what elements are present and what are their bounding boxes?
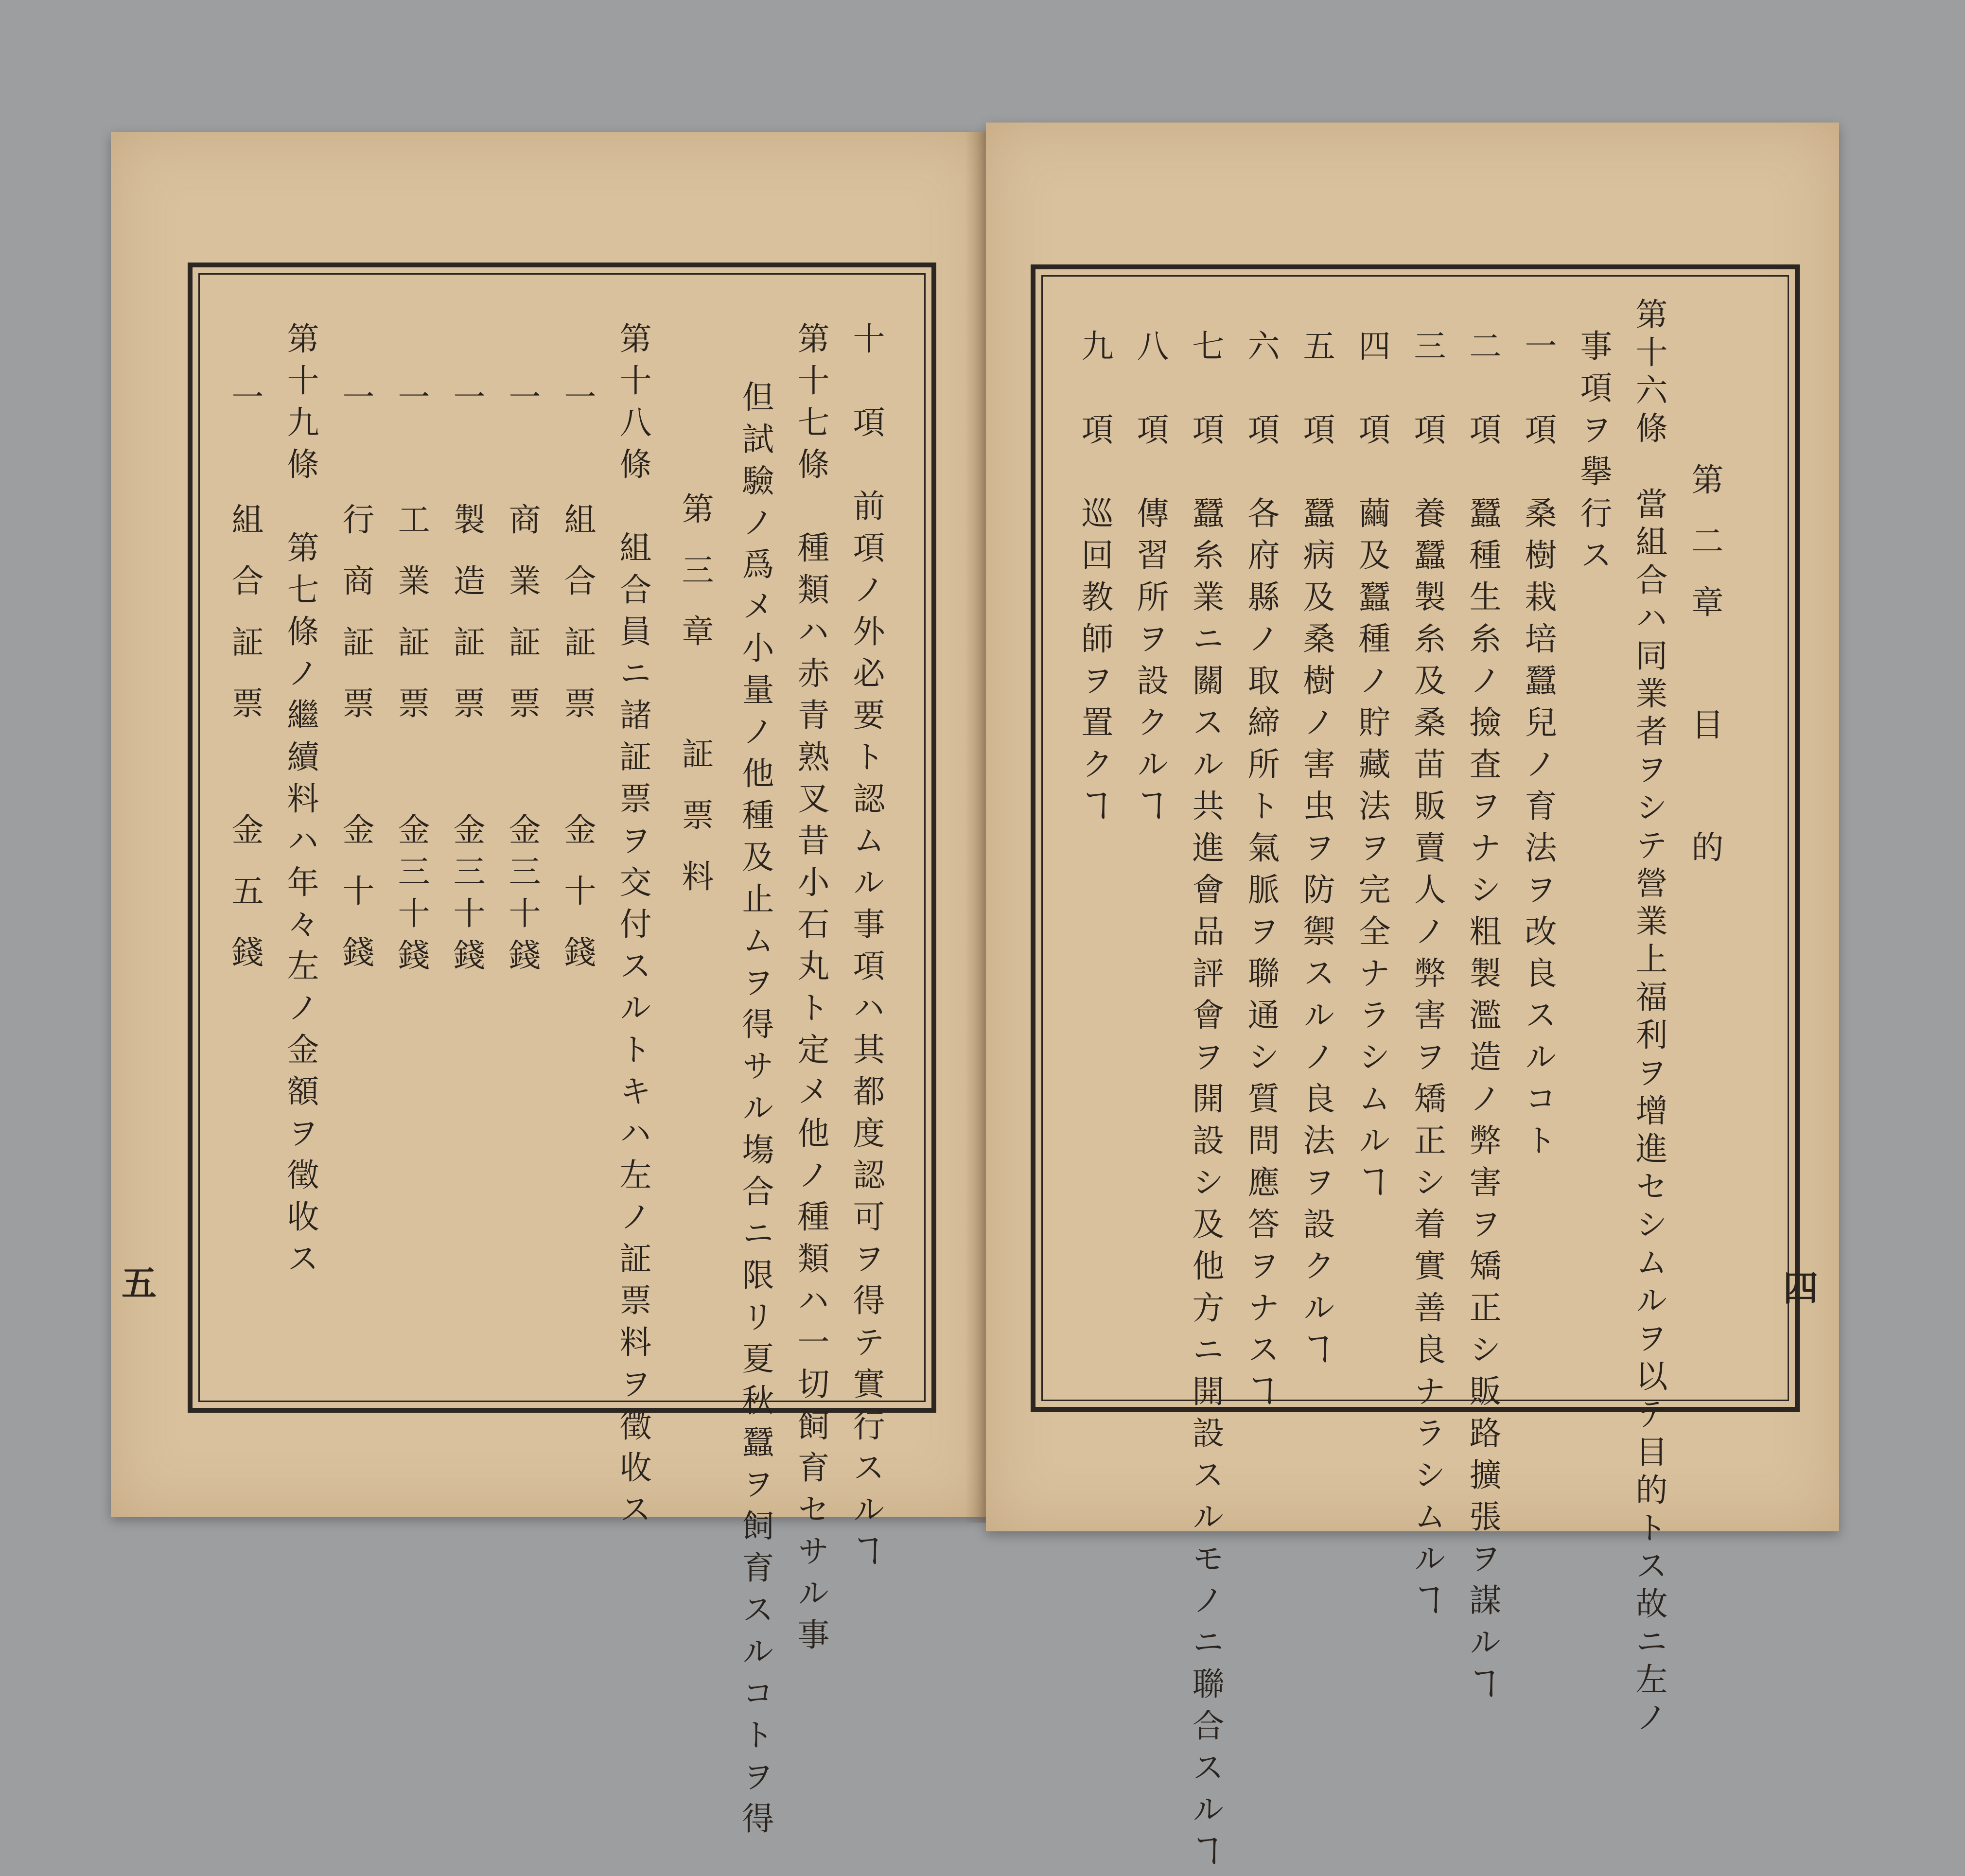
fee-amount-industry: 金三十錢 [392,813,430,980]
fee-amount-peddler: 金十錢 [337,813,374,997]
fee-name-commerce: 一 商業証票 [503,380,541,748]
fee-amount-union: 金十錢 [559,813,596,997]
fee-name-union: 一 組合証票 [559,380,596,748]
item-3-text: 三 項 養蠶製糸及桑苗販賣人ノ弊害ヲ矯正シ着實善良ナラシムルヿ [1408,329,1446,1625]
item-6-text: 六 項 各府縣ノ取締所ト氣脈ヲ聯通シ質問應答ヲナスヿ [1242,329,1280,1416]
fee-amount-manufacturing: 金三十錢 [448,813,485,980]
chapter-3-heading: 第三章 証票料 [676,492,714,921]
fee-name-manufacturing: 一 製造証票 [448,380,485,748]
page-number-4: 四 [1783,1267,1819,1309]
fee-amount-commerce: 金三十錢 [503,813,541,980]
article-17-line-2: 但試驗ノ爲メ小量ノ他種及止ムヲ得サル塲合ニ限リ夏秋蠶ヲ飼育スルコトヲ得 [737,380,774,1843]
item-2-text: 二 項 蠶種生糸ノ撿査ヲナシ粗製濫造ノ弊害ヲ矯正シ販路擴張ヲ謀ルヿ [1464,329,1501,1709]
fee-name-industry: 一 工業証票 [392,380,430,748]
item-10-text: 十 項 前項ノ外必要ト認ムル事項ハ其都度認可ヲ得テ實行スルヿ [847,322,885,1576]
article-18-text: 第十八條 組合員ニ諸証票ヲ交付スルトキハ左ノ証票料ヲ徵收ス [614,322,651,1534]
item-1-text: 一 項 桑樹栽培蠶兒ノ育法ヲ改良スルコト [1519,329,1557,1165]
chapter-2-heading: 第二章 目 的 [1686,463,1723,892]
item-4-text: 四 項 繭及蠶種ノ貯藏法ヲ完全ナラシムルヿ [1353,329,1390,1207]
article-19-text: 第十九條 第七條ノ繼續料ハ年々左ノ金額ヲ徵收ス [281,322,319,1283]
article-17-line-1: 第十七條 種類ハ赤青熟叉昔小石丸ト定メ他ノ種類ハ一切飼育セサル事 [792,322,829,1660]
item-7-text: 七 項 蠶糸業ニ關スル共進會品評會ヲ開設シ及他方ニ開設スルモノニ聯合スルヿ [1187,329,1224,1876]
fee-name-peddler: 一 行商証票 [337,380,374,748]
fee-19-amount: 金五錢 [226,813,263,997]
article-16-line-2: 事項ヲ擧行ス [1575,329,1612,580]
left-page [111,132,986,1843]
right-page [986,123,1839,1876]
page-number-5: 五 [122,1262,157,1304]
fee-19-name: 一 組合証票 [226,380,263,748]
item-5-text: 五 項 蠶病及桑樹ノ害虫ヲ防禦スルノ良法ヲ設クルヿ [1298,329,1335,1374]
item-9-text: 九 項 巡回教師ヲ置クヿ [1076,329,1113,831]
item-8-text: 八 項 傳習所ヲ設クルヿ [1131,329,1169,831]
article-16-line-1: 第十六條 當組合ハ同業者ヲシテ營業上福利ヲ增進セシムルヲ以テ目的トス故ニ左ノ [1630,298,1667,1738]
